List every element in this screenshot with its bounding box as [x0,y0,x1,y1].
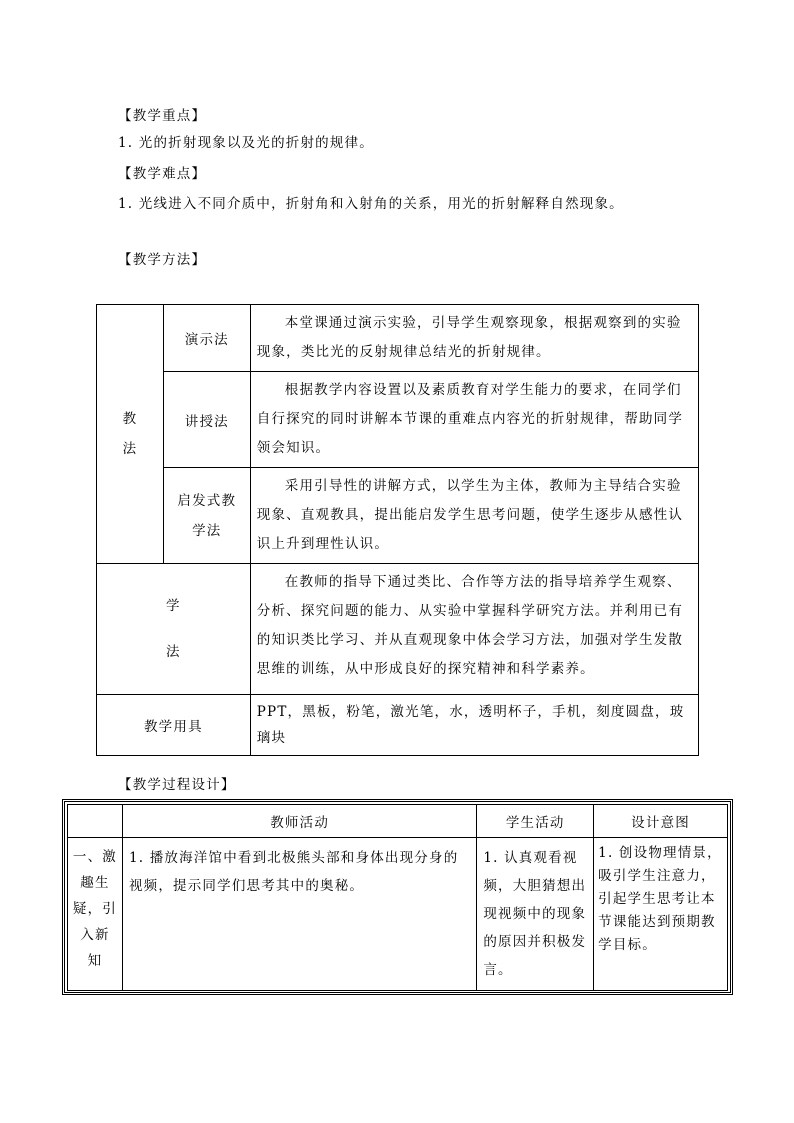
teacher-activity: 1. 播放海洋馆中看到北极熊头部和身体出现分身的视频，提示同学们思考其中的奥秘。 [122,838,476,991]
teaching-process-table [67,804,728,991]
teaching-method-label: 教 法 [97,305,164,564]
learning-method-label: 学 法 [97,564,251,695]
method-name-heuristic: 启发式教 学法 [163,468,250,564]
stage-cell: 一、激 趣生 疑，引 入新 知 [68,838,123,991]
method-desc-heuristic: 采用引导性的讲解方式，以学生为主体，教师为主导结合实验现象、直观教具，提出能启发学生思考问题，使学生逐步从感性认识上升到理性认识。 [250,468,698,564]
difficulty-item-1: 1. 光线进入不同介质中，折射角和入射角的关系，用光的折射解释自然现象。 [118,196,624,212]
design-intent: 1. 创设物理情景，吸引学生注意力，引起学生思考让本节课能达到预期教学目标。 [594,838,728,991]
focus-item-1: 1. 光的折射现象以及光的折射的规律。 [118,135,374,151]
method-desc-lecture: 根据教学内容设置以及素质教育对学生能力的要求，在同学们自行探究的同时讲解本节课的重难点内容光的折射规律，帮助同学领会知识。 [250,372,698,468]
header-stage [68,805,123,838]
student-activity: 1. 认真观看视频，大胆猜想出现视频中的现象的原因并积极发言。 [477,838,594,991]
methods-heading: 【教学方法】 [118,252,207,268]
tools-label: 教学用具 [97,695,251,756]
focus-heading: 【教学重点】 [118,108,207,124]
process-table-frame [62,799,733,995]
header-intent: 设计意图 [594,805,728,838]
method-desc-demo: 本堂课通过演示实验，引导学生观察现象，根据观察到的实验现象，类比光的反射规律总结光的折射规律。 [250,305,698,372]
teaching-methods-table [96,304,699,756]
method-name-demo: 演示法 [163,305,250,372]
header-student: 学生活动 [477,805,594,838]
tools-list: PPT，黑板，粉笔，激光笔，水，透明杯子，手机，刻度圆盘，玻璃块 [250,695,698,756]
process-heading: 【教学过程设计】 [118,777,236,793]
learning-method-desc: 在教师的指导下通过类比、合作等方法的指导培养学生观察、分析、探究问题的能力、从实验中掌握科学研究方法。并利用已有的知识类比学习、并从直观现象中体会学习方法，加强对学生发散思维的训练，从中形成良好的探究精神和科学素养。 [250,564,698,695]
difficulty-heading: 【教学难点】 [118,166,207,182]
header-teacher: 教师活动 [122,805,476,838]
method-name-lecture: 讲授法 [163,372,250,468]
